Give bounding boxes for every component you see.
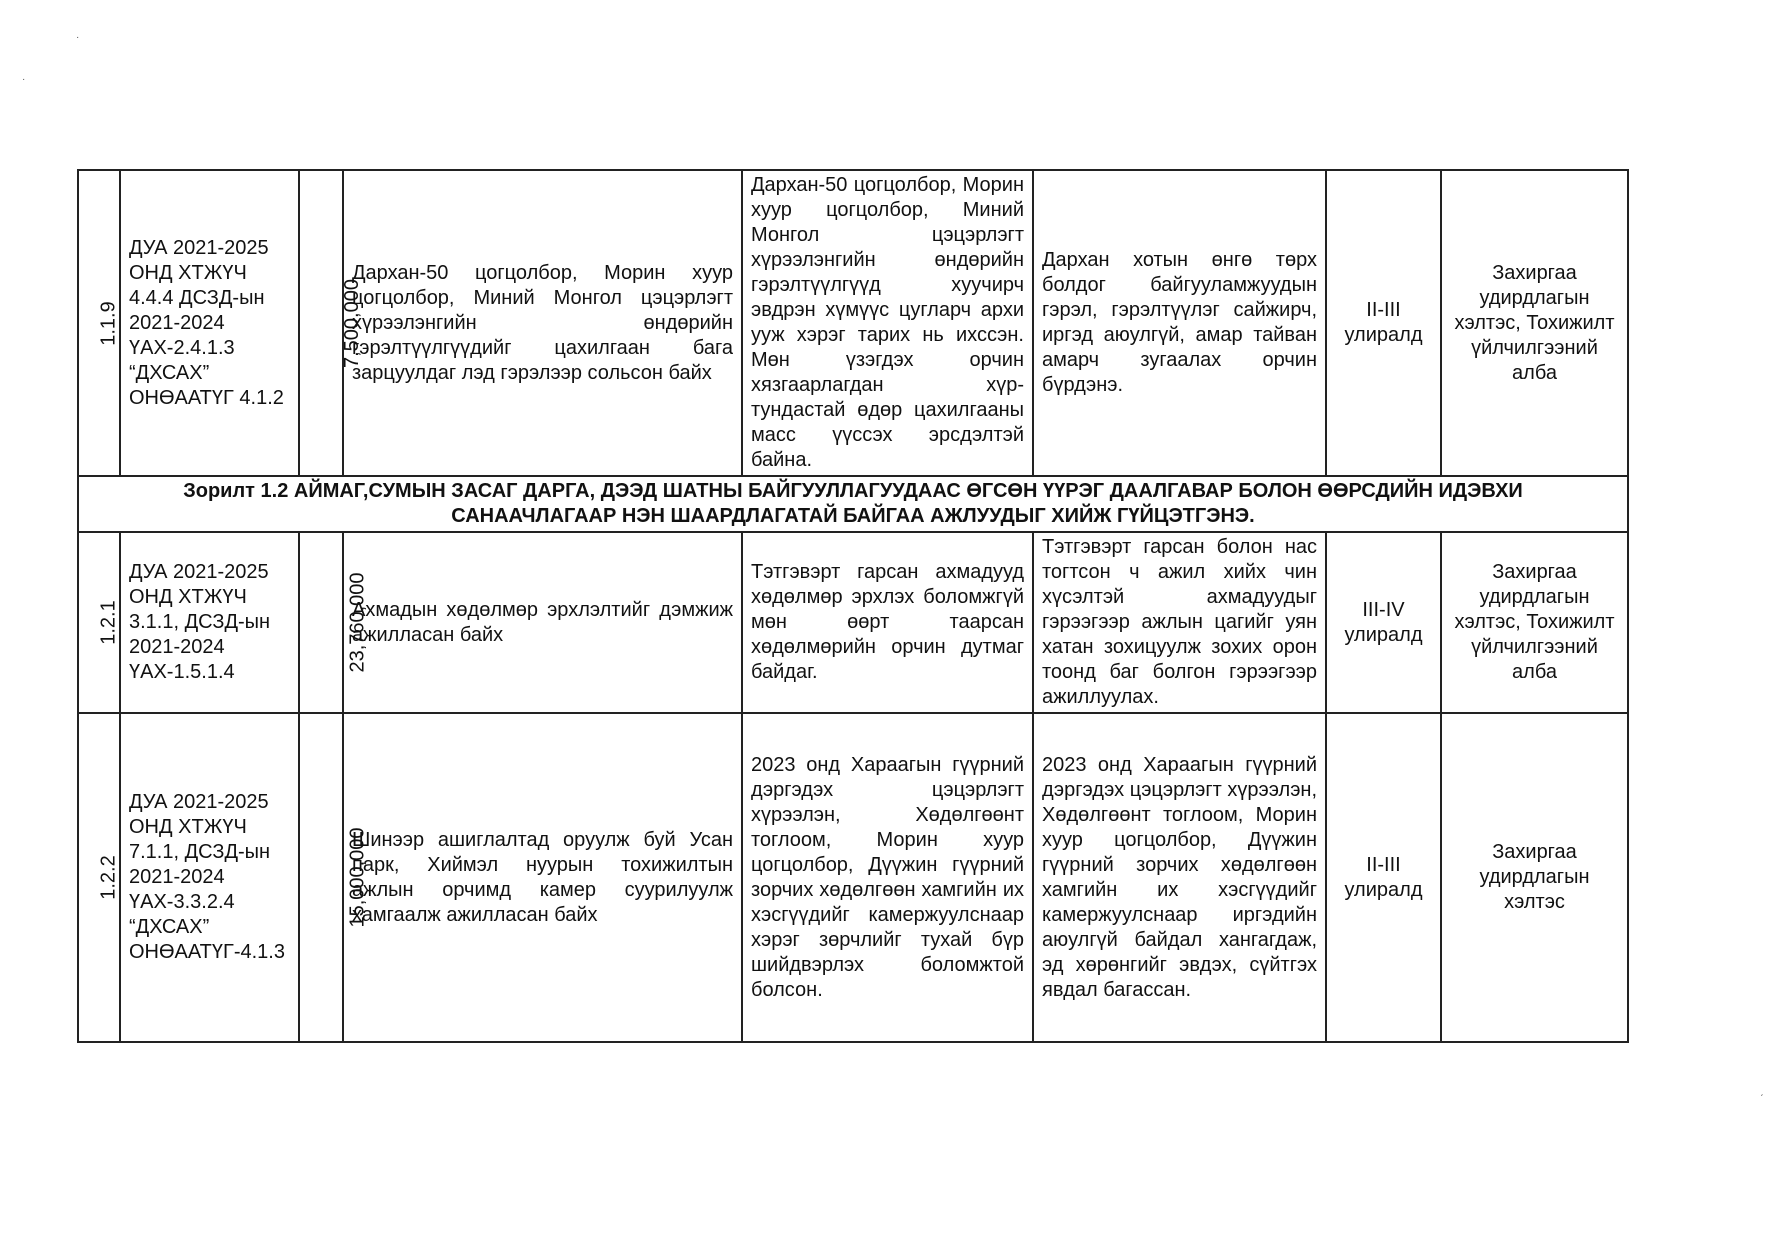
scan-mark: · — [22, 74, 26, 85]
row-number: 1.1.9 — [97, 300, 120, 346]
problem-cell: 2023 онд Хараагын гүүрний дэргэдэх цэцэрлэгт хүрээлэн, Хөдөлгөөнт тоглоом, Морин хуур цогцолбор, Дүүжин гүүрний зорчих хөдөлгөөн хамгийн их хэсгүүдийг камержуулснаар хэрэг зөрчлийг тухай бүр шийдвэрлэх боломжтой болсон. — [742, 713, 1033, 1042]
activity-cell: Шинээр ашиглалтад оруулж буй Усан парк, Хиймэл нуурын тохижилтын ажлын орчимд камер суурилуулж хамгаалж ажилласан байх — [343, 713, 742, 1042]
responsible-cell: Захиргаа удирдлагын хэлтэс, Тохижилт үйлчилгээний алба — [1441, 532, 1628, 713]
budget-cell — [299, 170, 363, 476]
scan-mark: ˏ — [1760, 1086, 1764, 1097]
budget-cell — [299, 713, 369, 1042]
result-cell: Тэтгэвэрт гарсан болон нас тогтсон ч ажил хийх чин хүсэлтэй ахмадуудыг гэрээгээр ажлын цагийг уян хатан зохицуулж зохих орон тоонд баг болгон гэрээгээр ажиллуулах. — [1033, 532, 1326, 713]
table-row — [78, 532, 1628, 713]
responsible-cell: Захиргаа удирдлагын хэлтэс, Тохижилт үйлчилгээний алба — [1441, 170, 1628, 476]
row-number: 1.2.1 — [97, 600, 120, 645]
row-number-cell — [78, 532, 120, 713]
budget-value: 15,000,000 — [346, 827, 369, 928]
activity-cell: Ахмадын хөдөлмөр эрхлэлтийг дэмжиж ажилласан байх — [343, 532, 742, 713]
table-row — [78, 713, 1628, 1042]
goal-heading — [78, 476, 1628, 532]
activity-cell: Дархан-50 цогцолбор, Морин хуур цогцолбор, Миний Монгол цэцэрлэгт хүрээлэнгийн өндөрийн гэрэлтүүлгүүдийг цахилгаан бага зарцуулдаг лэд гэрэлээр сольсон байх — [343, 170, 742, 476]
action-plan-table — [77, 169, 1629, 1043]
period-cell: II-III улиралд — [1326, 170, 1441, 476]
goal-line-1: Зорилт 1.2 АЙМАГ,СУМЫН ЗАСАГ ДАРГА, ДЭЭД ШАТНЫ БАЙГУУЛЛАГУУДААС ӨГСӨН ҮҮРЭГ ДААЛГАВАР БОЛОН ӨӨРСДИЙН ИДЭВХИ — [183, 480, 1523, 502]
result-cell: 2023 онд Хараагын гүүрний дэргэдэх цэцэрлэгт хүрээлэн, Хөдөлгөөнт тоглоом, Морин хуур цогцолбор, Дүүжин гүүрний зорчих хөдөлгөөн хамгийн их хэсгүүдийг камержуулснаар иргэдийн аюулгүй байдал хангагдаж, эд хөрөнгийг эвдэх, сүйтгэх явдал багассан. — [1033, 713, 1326, 1042]
problem-cell: Тэтгэвэрт гарсан ахмадууд хөдөлмөр эрхлэх боломжгүй мөн өөрт таарсан хөдөлмөрийн орчин дутмаг байдаг. — [742, 532, 1033, 713]
goal-row — [78, 476, 1628, 532]
budget-value: 7,500,000 — [340, 278, 363, 368]
reference-cell: ДУА 2021-2025 ОНД ХТЖҮЧ 3.1.1, ДСЗД-ын 2021-2024 ҮАХ-1.5.1.4 — [120, 532, 299, 713]
budget-cell — [299, 532, 369, 713]
scan-mark: · — [76, 32, 80, 43]
period-cell: II-III улиралд — [1326, 713, 1441, 1042]
result-cell: Дархан хотын өнгө төрх болдог байгууламжуудын гэрэл, гэрэлтүүлэг сайжирч, иргэд аюулгүй, амар тайван амарч зугаалах орчин бүрдэнэ. — [1033, 170, 1326, 476]
row-number: 1.2.2 — [97, 855, 120, 900]
reference-cell: ДУА 2021-2025 ОНД ХТЖҮЧ 4.4.4 ДСЗД-ын 2021-2024 ҮАХ-2.4.1.3 “ДХСАХ” ОНӨААТҮГ 4.1.2 — [120, 170, 299, 476]
period-cell: III-IV улиралд — [1326, 532, 1441, 713]
table-row — [78, 170, 1628, 476]
row-number-cell — [78, 713, 120, 1042]
problem-cell: Дархан-50 цогцолбор, Морин хуур цогцолбор, Миний Монгол цэцэрлэгт хүрээлэнгийн өндөрийн гэрэлтүүлгүүд хуучирч эвдрэн хүмүүс цугларч архи ууж хэрэг тарих нь ихссэн. Мөн үзэгдэх орчин хязгаарлагдан хүр- тундастай өдөр цахилгааны масс үүссэх эрсдэлтэй байна. — [742, 170, 1033, 476]
reference-cell: ДУА 2021-2025 ОНД ХТЖҮЧ 7.1.1, ДСЗД-ын 2021-2024 ҮАХ-3.3.2.4 “ДХСАХ” ОНӨААТҮГ-4.1.3 — [120, 713, 299, 1042]
goal-line-2: САНААЧЛАГААР НЭН ШААРДЛАГАТАЙ БАЙГАА АЖЛУУДЫГ ХИЙЖ ГҮЙЦЭТГЭНЭ. — [451, 505, 1255, 527]
budget-value: 23,760,000 — [346, 572, 369, 673]
row-number-cell — [78, 170, 120, 476]
responsible-cell: Захиргаа удирдлагын хэлтэс — [1441, 713, 1628, 1042]
